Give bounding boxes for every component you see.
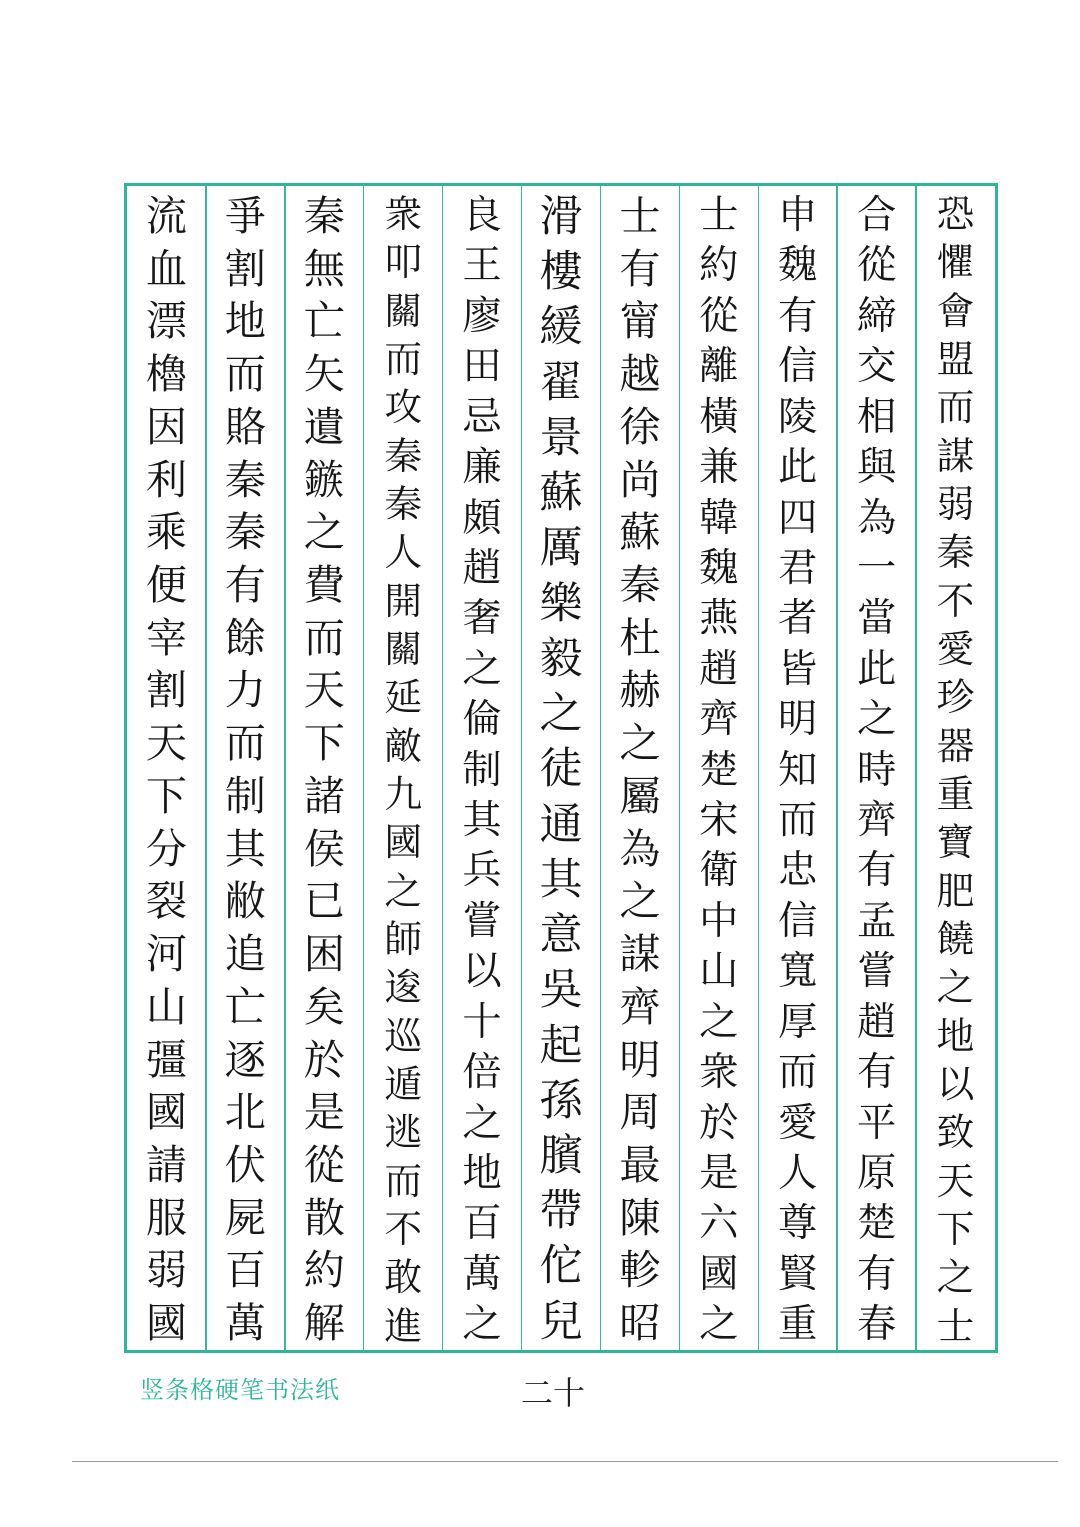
handwritten-character: 天 <box>303 666 345 715</box>
handwritten-character: 不 <box>936 578 975 623</box>
handwritten-character: 者 <box>778 595 818 642</box>
handwritten-character: 春 <box>856 1301 897 1348</box>
handwritten-character: 之 <box>303 508 345 557</box>
handwritten-character: 秦 <box>384 433 423 478</box>
handwritten-character: 士 <box>936 1303 975 1348</box>
handwritten-character: 而 <box>384 336 423 381</box>
handwritten-character: 廖 <box>462 292 502 339</box>
handwritten-character: 奢 <box>462 595 502 642</box>
handwritten-character: 宰 <box>145 613 187 662</box>
handwritten-character: 之 <box>619 877 661 926</box>
paper-label: 竖条格硬笔书法纸 <box>140 1376 340 1404</box>
handwritten-character: 爭 <box>224 192 266 240</box>
handwritten-character: 徒 <box>539 744 583 795</box>
handwritten-character: 血 <box>145 244 187 293</box>
handwritten-character: 忌 <box>462 393 502 440</box>
handwritten-character: 於 <box>303 1035 345 1084</box>
handwritten-character: 明 <box>778 696 818 743</box>
handwritten-character: 六 <box>699 1200 739 1247</box>
handwritten-character: 器 <box>936 723 975 768</box>
handwritten-character: 之 <box>936 1255 975 1300</box>
handwritten-character: 乘 <box>145 508 187 557</box>
handwritten-character: 肥 <box>936 868 975 913</box>
handwritten-character: 以 <box>936 1061 975 1106</box>
handwritten-character: 有 <box>856 1250 897 1297</box>
text-column <box>206 186 285 1350</box>
handwritten-character: 分 <box>145 824 187 873</box>
handwritten-character: 離 <box>699 343 739 390</box>
handwritten-character: 倫 <box>462 696 502 743</box>
handwritten-character: 衆 <box>384 192 423 236</box>
handwritten-character: 陵 <box>778 393 818 440</box>
handwritten-character: 時 <box>856 746 897 793</box>
handwritten-character: 通 <box>539 799 583 850</box>
handwritten-character: 翟 <box>539 357 583 408</box>
handwritten-character: 周 <box>619 1088 661 1137</box>
handwritten-character: 士 <box>619 192 661 240</box>
handwritten-character: 廉 <box>462 444 502 491</box>
handwritten-character: 進 <box>384 1303 423 1348</box>
handwritten-character: 彊 <box>145 1035 187 1084</box>
handwritten-character: 致 <box>936 1110 975 1155</box>
handwritten-character: 亡 <box>224 982 266 1031</box>
handwritten-character: 與 <box>856 444 897 491</box>
handwritten-character: 齊 <box>619 982 661 1031</box>
handwritten-character: 嘗 <box>462 897 502 944</box>
handwritten-character: 愛 <box>936 626 975 671</box>
handwritten-character: 王 <box>462 242 502 289</box>
handwritten-character: 櫓 <box>145 350 187 399</box>
handwritten-character: 之 <box>936 965 975 1010</box>
handwritten-character: 而 <box>778 797 818 844</box>
handwritten-character: 而 <box>778 1049 818 1096</box>
handwritten-character: 屬 <box>619 771 661 820</box>
handwritten-character: 締 <box>856 292 897 339</box>
handwritten-character: 原 <box>856 1150 897 1197</box>
handwritten-character: 交 <box>856 343 897 390</box>
handwritten-character: 有 <box>619 244 661 293</box>
handwritten-character: 困 <box>303 930 345 979</box>
handwritten-character: 裂 <box>145 877 187 926</box>
handwritten-character: 之 <box>699 1301 739 1348</box>
handwritten-character: 君 <box>778 544 818 591</box>
handwritten-character: 軫 <box>619 1246 661 1295</box>
handwritten-character: 衛 <box>699 847 739 894</box>
handwritten-character: 伏 <box>224 1140 266 1189</box>
handwritten-character: 之 <box>699 998 739 1045</box>
handwritten-character: 制 <box>224 771 266 820</box>
handwritten-character: 天 <box>936 1158 975 1203</box>
handwritten-character: 遁 <box>384 1061 423 1106</box>
handwritten-character: 相 <box>856 393 897 440</box>
handwritten-character: 逡 <box>384 965 423 1010</box>
handwritten-character: 秦 <box>224 508 266 557</box>
handwritten-character: 秦 <box>619 561 661 610</box>
handwritten-character: 魏 <box>699 544 739 591</box>
handwritten-character: 恐 <box>936 192 975 236</box>
handwritten-character: 從 <box>856 242 897 289</box>
handwritten-character: 其 <box>224 824 266 873</box>
handwritten-character: 下 <box>145 771 187 820</box>
handwritten-character: 田 <box>462 343 502 390</box>
handwritten-character: 韓 <box>699 494 739 541</box>
handwritten-character: 謀 <box>619 930 661 979</box>
text-column <box>679 186 758 1350</box>
handwritten-character: 有 <box>856 1049 897 1096</box>
handwritten-character: 衆 <box>699 1049 739 1096</box>
text-column <box>364 186 443 1350</box>
handwritten-character: 楚 <box>856 1200 897 1247</box>
text-column <box>600 186 679 1350</box>
handwritten-character: 屍 <box>224 1193 266 1242</box>
handwritten-character: 以 <box>462 948 502 995</box>
handwritten-character: 制 <box>462 746 502 793</box>
handwritten-character: 而 <box>224 719 266 768</box>
handwritten-character: 開 <box>384 578 423 623</box>
handwritten-character: 意 <box>539 910 583 961</box>
handwritten-character: 餘 <box>224 613 266 662</box>
handwritten-character: 山 <box>145 982 187 1031</box>
handwritten-character: 秦 <box>303 192 345 240</box>
handwritten-character: 樓 <box>539 247 583 298</box>
handwritten-character: 良 <box>462 192 502 238</box>
handwritten-character: 百 <box>224 1246 266 1295</box>
handwritten-character: 而 <box>384 1158 423 1203</box>
handwritten-character: 為 <box>619 824 661 873</box>
handwritten-character: 地 <box>224 297 266 346</box>
handwritten-character: 而 <box>936 385 975 430</box>
handwritten-character: 漂 <box>145 297 187 346</box>
handwritten-character: 割 <box>224 244 266 293</box>
handwritten-character: 關 <box>384 626 423 671</box>
handwritten-character: 因 <box>145 402 187 451</box>
handwritten-character: 之 <box>856 696 897 743</box>
handwritten-character: 國 <box>699 1250 739 1297</box>
handwritten-character: 逃 <box>384 1110 423 1155</box>
handwritten-character: 其 <box>462 797 502 844</box>
handwritten-character: 巡 <box>384 1013 423 1058</box>
handwritten-character: 楚 <box>699 746 739 793</box>
handwritten-character: 兒 <box>539 1296 583 1347</box>
handwritten-character: 叩 <box>384 240 423 285</box>
handwritten-character: 遺 <box>303 402 345 451</box>
handwritten-character: 從 <box>303 1140 345 1189</box>
handwritten-character: 敝 <box>224 877 266 926</box>
handwritten-character: 之 <box>462 1301 502 1348</box>
handwritten-character: 萬 <box>224 1299 266 1348</box>
handwritten-character: 會 <box>936 288 975 333</box>
handwritten-character: 厲 <box>539 523 583 574</box>
handwritten-character: 士 <box>699 192 739 238</box>
page-number: 二十 <box>521 1374 586 1412</box>
handwritten-character: 信 <box>778 897 818 944</box>
handwritten-character: 解 <box>303 1299 345 1348</box>
handwritten-character: 地 <box>462 1150 502 1197</box>
handwritten-character: 橫 <box>699 393 739 440</box>
handwritten-character: 國 <box>145 1299 187 1348</box>
handwritten-character: 孟 <box>856 897 897 944</box>
handwritten-character: 諸 <box>303 771 345 820</box>
handwritten-character: 天 <box>145 719 187 768</box>
handwritten-character: 宋 <box>699 797 739 844</box>
vertical-grid <box>124 183 998 1353</box>
handwritten-character: 有 <box>224 561 266 610</box>
handwritten-character: 緩 <box>539 302 583 353</box>
handwritten-character: 尚 <box>619 455 661 504</box>
handwritten-character: 知 <box>778 746 818 793</box>
text-column <box>837 186 916 1350</box>
handwritten-character: 為 <box>856 494 897 541</box>
handwritten-character: 皆 <box>778 645 818 692</box>
handwritten-character: 九 <box>384 771 423 816</box>
handwritten-character: 服 <box>145 1193 187 1242</box>
handwritten-character: 攻 <box>384 385 423 430</box>
handwritten-character: 之 <box>384 868 423 913</box>
handwritten-character: 忠 <box>778 847 818 894</box>
handwritten-character: 帶 <box>539 1186 583 1237</box>
handwritten-character: 寬 <box>778 948 818 995</box>
handwritten-character: 下 <box>936 1206 975 1251</box>
handwritten-character: 趙 <box>856 998 897 1045</box>
bottom-rule <box>72 1461 1058 1462</box>
handwritten-character: 蘇 <box>539 468 583 519</box>
handwritten-character: 臏 <box>539 1130 583 1181</box>
handwritten-character: 嘗 <box>856 948 897 995</box>
handwritten-character: 弱 <box>936 481 975 526</box>
handwritten-character: 賢 <box>778 1250 818 1297</box>
handwritten-character: 於 <box>699 1099 739 1146</box>
handwritten-character: 萬 <box>462 1250 502 1297</box>
handwritten-character: 便 <box>145 561 187 610</box>
handwritten-character: 秦 <box>224 455 266 504</box>
handwritten-character: 陳 <box>619 1193 661 1242</box>
handwritten-character: 之 <box>462 645 502 692</box>
handwritten-character: 申 <box>778 192 818 238</box>
handwritten-character: 賂 <box>224 402 266 451</box>
handwritten-character: 下 <box>303 719 345 768</box>
handwritten-character: 魏 <box>778 242 818 289</box>
handwritten-character: 敵 <box>384 723 423 768</box>
handwritten-character: 當 <box>856 595 897 642</box>
handwritten-character: 國 <box>145 1088 187 1137</box>
handwritten-character: 信 <box>778 343 818 390</box>
handwritten-character: 最 <box>619 1140 661 1189</box>
handwritten-character: 流 <box>145 192 187 240</box>
handwritten-character: 兼 <box>699 444 739 491</box>
handwritten-character: 倍 <box>462 1049 502 1096</box>
text-column <box>758 186 837 1350</box>
handwritten-character: 盟 <box>936 336 975 381</box>
handwritten-character: 請 <box>145 1140 187 1189</box>
handwritten-character: 而 <box>224 350 266 399</box>
handwritten-character: 之 <box>539 689 583 740</box>
text-column <box>285 186 364 1350</box>
handwritten-character: 平 <box>856 1099 897 1146</box>
handwritten-character: 鏃 <box>303 455 345 504</box>
handwritten-character: 弱 <box>145 1246 187 1295</box>
handwritten-character: 孫 <box>539 1075 583 1126</box>
handwritten-character: 地 <box>936 1013 975 1058</box>
handwritten-character: 十 <box>462 998 502 1045</box>
handwritten-character: 關 <box>384 288 423 333</box>
handwritten-character: 頗 <box>462 494 502 541</box>
handwritten-character: 是 <box>699 1150 739 1197</box>
handwritten-character: 重 <box>778 1301 818 1348</box>
handwritten-character: 有 <box>778 292 818 339</box>
handwritten-character: 力 <box>224 666 266 715</box>
handwritten-character: 毅 <box>539 633 583 684</box>
handwritten-character: 延 <box>384 675 423 720</box>
handwritten-character: 饒 <box>936 916 975 961</box>
handwritten-character: 昭 <box>619 1299 661 1348</box>
handwritten-character: 吳 <box>539 965 583 1016</box>
handwritten-character: 佗 <box>539 1241 583 1292</box>
handwritten-character: 一 <box>856 544 897 591</box>
handwritten-character: 赫 <box>619 666 661 715</box>
handwritten-character: 是 <box>303 1088 345 1137</box>
handwritten-character: 割 <box>145 666 187 715</box>
handwritten-character: 蘇 <box>619 508 661 557</box>
handwritten-character: 亡 <box>303 297 345 346</box>
handwritten-character: 珍 <box>936 675 975 720</box>
handwritten-character: 趙 <box>699 645 739 692</box>
handwritten-character: 兵 <box>462 847 502 894</box>
handwritten-character: 之 <box>619 719 661 768</box>
handwritten-character: 愛 <box>778 1099 818 1146</box>
handwritten-character: 之 <box>462 1099 502 1146</box>
handwritten-character: 秦 <box>936 530 975 575</box>
handwritten-character: 約 <box>699 242 739 289</box>
handwritten-character: 明 <box>619 1035 661 1084</box>
handwritten-character: 逐 <box>224 1035 266 1084</box>
handwritten-character: 無 <box>303 244 345 293</box>
handwritten-character: 約 <box>303 1246 345 1295</box>
handwritten-character: 國 <box>384 820 423 865</box>
text-column <box>522 186 601 1350</box>
handwritten-character: 趙 <box>462 544 502 591</box>
handwritten-character: 不 <box>384 1206 423 1251</box>
handwritten-character: 矣 <box>303 982 345 1031</box>
handwritten-character: 秦 <box>384 481 423 526</box>
handwritten-character: 起 <box>539 1020 583 1071</box>
handwritten-character: 追 <box>224 930 266 979</box>
handwritten-character: 四 <box>778 494 818 541</box>
handwritten-character: 侯 <box>303 824 345 873</box>
handwritten-character: 謀 <box>936 433 975 478</box>
handwritten-character: 利 <box>145 455 187 504</box>
handwritten-character: 厚 <box>778 998 818 1045</box>
handwritten-character: 山 <box>699 948 739 995</box>
handwritten-character: 人 <box>778 1150 818 1197</box>
text-column <box>916 186 995 1350</box>
handwritten-character: 而 <box>303 613 345 662</box>
handwritten-character: 樂 <box>539 578 583 629</box>
handwritten-character: 合 <box>856 192 897 238</box>
handwritten-character: 已 <box>303 877 345 926</box>
handwritten-character: 百 <box>462 1200 502 1247</box>
handwritten-character: 北 <box>224 1088 266 1137</box>
handwritten-character: 有 <box>856 847 897 894</box>
text-column <box>443 186 522 1350</box>
handwritten-character: 從 <box>699 292 739 339</box>
handwritten-character: 尊 <box>778 1200 818 1247</box>
handwritten-character: 此 <box>778 444 818 491</box>
handwritten-character: 師 <box>384 916 423 961</box>
handwritten-character: 齊 <box>856 797 897 844</box>
handwritten-character: 費 <box>303 561 345 610</box>
handwritten-character: 燕 <box>699 595 739 642</box>
handwritten-character: 寶 <box>936 820 975 865</box>
handwritten-character: 此 <box>856 645 897 692</box>
handwritten-character: 懼 <box>936 240 975 285</box>
handwritten-character: 人 <box>384 530 423 575</box>
handwritten-character: 齊 <box>699 696 739 743</box>
handwritten-character: 其 <box>539 854 583 905</box>
handwritten-character: 矢 <box>303 350 345 399</box>
handwritten-character: 敢 <box>384 1255 423 1300</box>
text-column <box>127 186 206 1350</box>
handwritten-character: 散 <box>303 1193 345 1242</box>
handwritten-character: 甯 <box>619 297 661 346</box>
handwritten-character: 景 <box>539 412 583 463</box>
handwritten-character: 重 <box>936 771 975 816</box>
handwritten-character: 中 <box>699 897 739 944</box>
handwritten-character: 河 <box>145 930 187 979</box>
handwritten-character: 徐 <box>619 402 661 451</box>
handwritten-character: 杜 <box>619 613 661 662</box>
handwritten-character: 滑 <box>539 192 583 242</box>
handwritten-character: 越 <box>619 350 661 399</box>
